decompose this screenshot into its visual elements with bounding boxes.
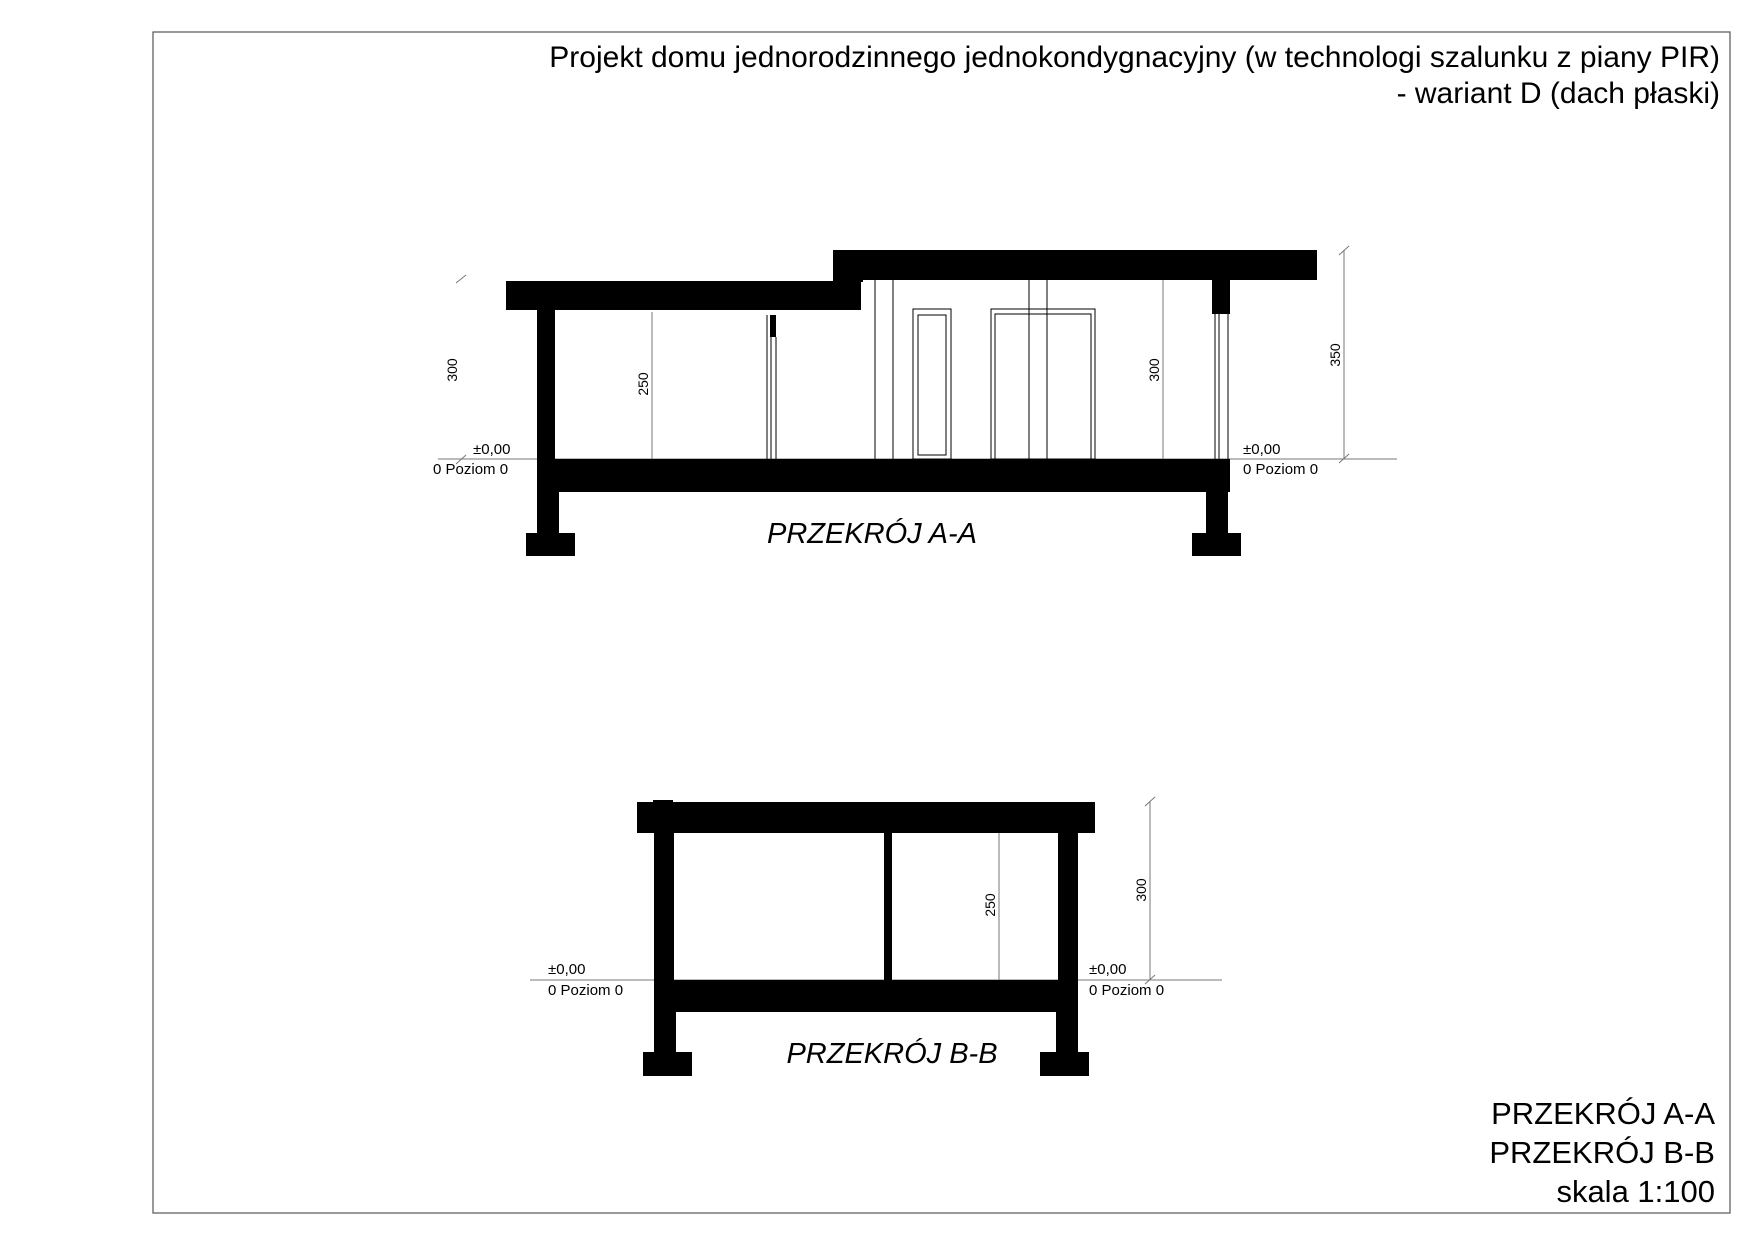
- foundation-wall-right: [1056, 1012, 1078, 1054]
- footing-right: [1192, 533, 1241, 556]
- level-name-right: 0 Poziom 0: [1243, 461, 1319, 478]
- level-name-right: 0 Poziom 0: [1089, 982, 1165, 999]
- title-line-2: - wariant D (dach płaski): [1396, 77, 1720, 110]
- footing-right: [1040, 1052, 1089, 1076]
- dimension-label-350: 350: [1327, 343, 1343, 367]
- section-caption-bb: PRZEKRÓJ B-B: [786, 1038, 998, 1070]
- section-bb: [530, 797, 1222, 1076]
- title-line-1: Projekt domu jednorodzinnego jednokondygnacyjny (w technologi szalunku z piany PIR): [549, 41, 1720, 74]
- level-name-left: 0 Poziom 0: [548, 982, 624, 999]
- roof-step-joint: [833, 250, 863, 282]
- level-name-left: 0 Poziom 0: [433, 461, 509, 478]
- footing-left: [526, 533, 575, 556]
- dimension-label-250: 250: [982, 893, 998, 917]
- level-elevation-left: ±0,00: [548, 961, 586, 978]
- foundation-wall-left: [537, 492, 559, 535]
- dimension-label-300: 300: [1133, 878, 1149, 902]
- level-elevation-left: ±0,00: [473, 441, 511, 458]
- level-elevation-right: ±0,00: [1089, 961, 1127, 978]
- dimension-tick: [456, 275, 466, 283]
- foundation-wall-left: [654, 1012, 676, 1054]
- footing-left: [643, 1052, 692, 1076]
- scale-label: skala 1:100: [1556, 1174, 1715, 1209]
- roof-slab-low: [506, 281, 861, 310]
- door-narrow-outer: [913, 309, 951, 459]
- section-caption-aa: PRZEKRÓJ A-A: [766, 518, 978, 550]
- dimension-label-300-left: 300: [444, 358, 460, 382]
- roof-slab-high: [833, 250, 1317, 280]
- exterior-wall-right: [1212, 280, 1230, 314]
- legend-line-1: PRZEKRÓJ A-A: [1491, 1096, 1715, 1131]
- foundation-wall-right: [1206, 492, 1228, 535]
- dimension-label-300-inner: 300: [1146, 358, 1162, 382]
- exterior-wall-left: [654, 833, 674, 981]
- exterior-wall-left: [537, 310, 555, 459]
- floor-slab: [654, 980, 1078, 1012]
- exterior-wall-right: [1058, 833, 1078, 981]
- sheet-frame: [153, 32, 1730, 1213]
- legend-line-2: PRZEKRÓJ B-B: [1489, 1135, 1715, 1170]
- level-elevation-right: ±0,00: [1243, 441, 1281, 458]
- interior-wall: [884, 833, 892, 981]
- roof-slab: [637, 802, 1095, 833]
- door-wide-outer: [991, 309, 1095, 459]
- section-aa: [433, 246, 1397, 556]
- door-narrow-inner: [918, 315, 946, 455]
- roof-slab-edge: [653, 800, 673, 804]
- door-frame-mark: [770, 315, 776, 337]
- dimension-label-250: 250: [635, 372, 651, 396]
- door-wide-inner: [995, 314, 1091, 459]
- floor-slab: [537, 459, 1230, 492]
